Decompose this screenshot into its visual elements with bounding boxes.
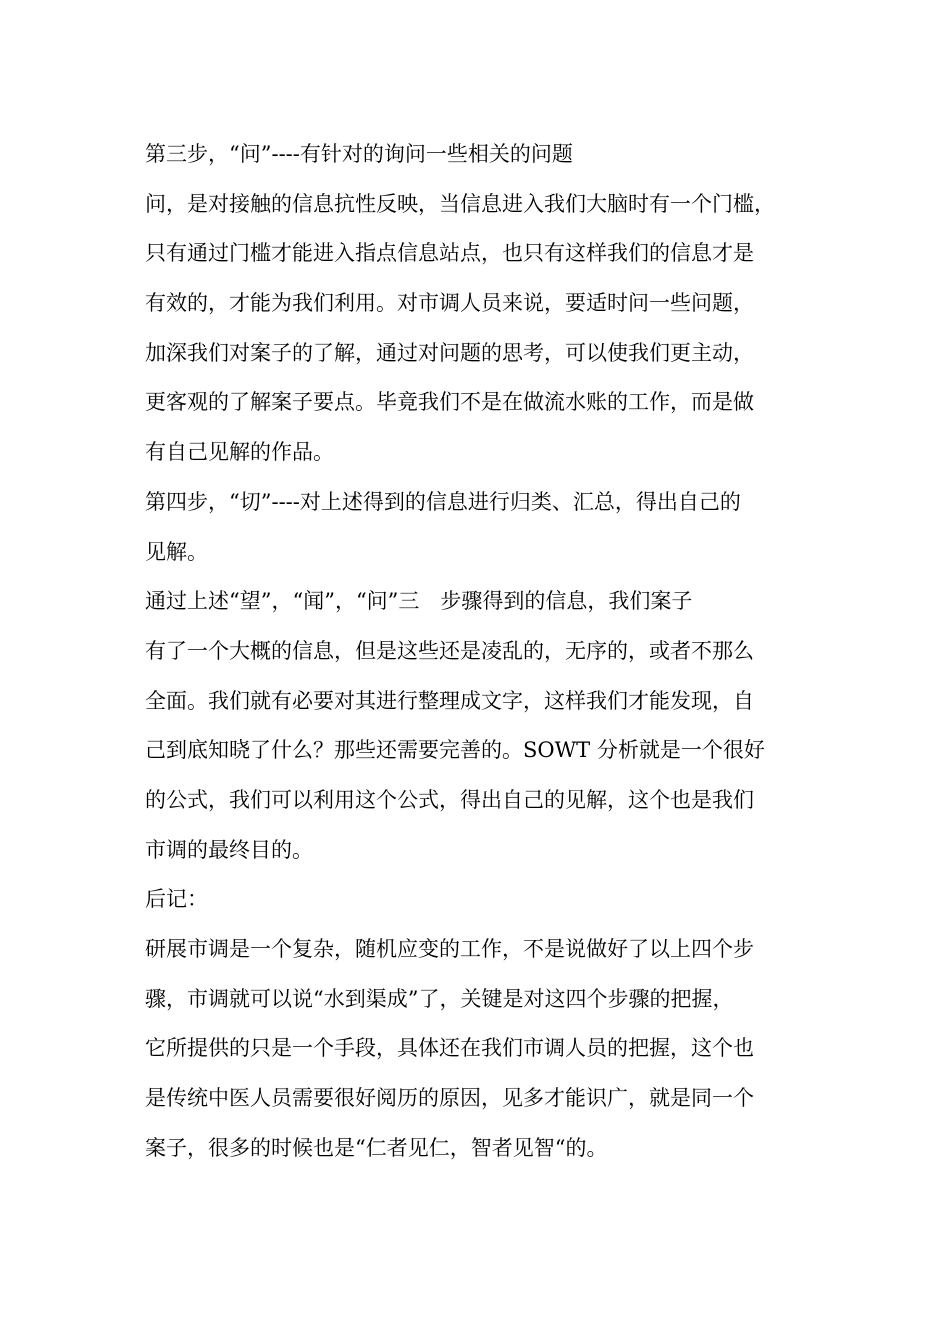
text-line: 更客观的了解案子要点。毕竟我们不是在做流水账的工作，而是做 [145,390,754,415]
text-line: 的公式，我们可以利用这个公式，得出自己的见解，这个也是我们 [145,787,754,812]
text-line: 己到底知晓了什么？那些还需要完善的。SOWT 分析就是一个很好 [145,738,765,763]
text-line: 见解。 [145,539,208,564]
text-line: 通过上述“望”，“闻”，“问”三 步骤得到的信息，我们案子 [145,589,693,614]
text-line: 它所提供的只是一个手段，具体还在我们市调人员的把握，这个也 [145,1036,754,1061]
text-line: 有自己见解的作品。 [145,440,334,465]
text-line: 问，是对接触的信息抗性反映，当信息进入我们大脑时有一个门槛， [145,191,775,216]
text-line: 只有通过门槛才能进入指点信息站点，也只有这样我们的信息才是 [145,241,754,266]
text-line: 有效的，才能为我们利用。对市调人员来说，要适时问一些问题， [145,291,754,316]
text-line: 案子，很多的时候也是“仁者见仁，智者见智“的。 [145,1135,608,1160]
text-line: 有了一个大概的信息，但是这些还是凌乱的，无序的，或者不那么 [145,638,754,663]
text-line: 第四步，“切”----对上述得到的信息进行归类、汇总，得出自己的 [145,489,741,514]
text-line: 全面。我们就有必要对其进行整理成文字，这样我们才能发现，自 [145,688,754,713]
text-line: 第三步，“问”----有针对的询问一些相关的问题 [145,142,573,166]
text-line: 骤，市调就可以说“水到渠成”了，关键是对这四个步骤的把握， [145,986,734,1011]
text-line: 是传统中医人员需要很好阅历的原因，见多才能识广，就是同一个 [145,1086,754,1111]
text-line: 后记： [145,887,208,912]
text-line: 研展市调是一个复杂，随机应变的工作，不是说做好了以上四个步 [145,937,754,961]
text-line: 加深我们对案子的了解，通过对问题的思考，可以使我们更主动， [145,340,754,365]
document-body [145,130,815,1173]
text-line: 市调的最终目的。 [145,837,313,862]
